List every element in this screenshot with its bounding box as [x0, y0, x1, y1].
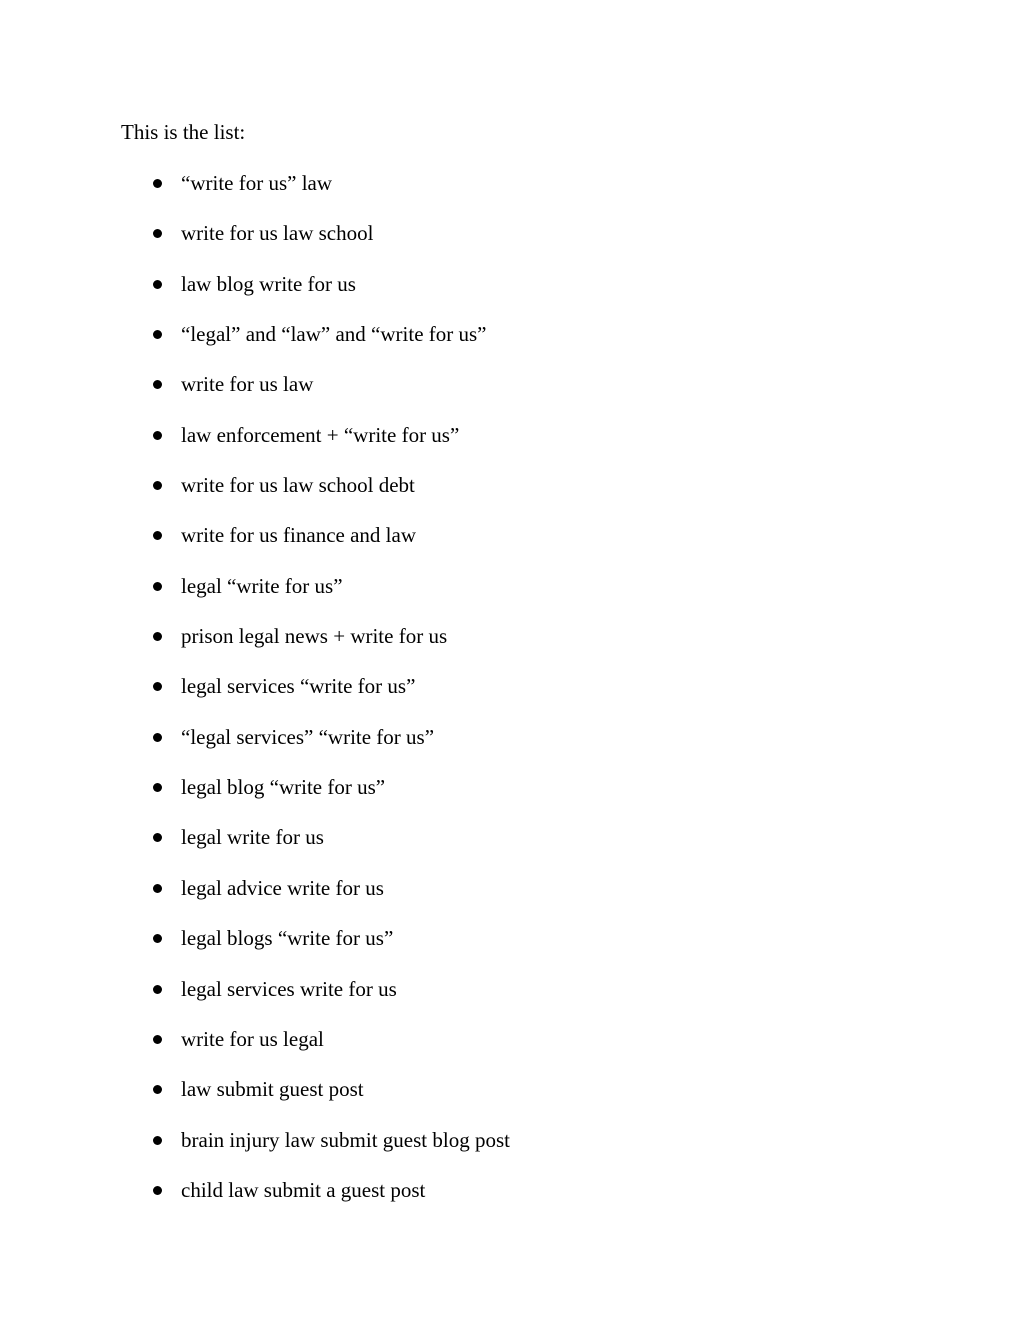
bullet-icon [153, 582, 162, 591]
bullet-icon [153, 280, 162, 289]
list-item-text: “legal services” “write for us” [181, 724, 435, 749]
bullet-icon [153, 179, 162, 188]
bullet-icon [153, 1136, 162, 1145]
intro-text: This is the list: [121, 120, 246, 144]
bullet-icon [153, 380, 162, 389]
bullet-icon [153, 985, 162, 994]
list-item [0, 219, 900, 269]
list-item-text: legal blogs “write for us” [181, 926, 394, 951]
bullet-icon [153, 431, 162, 440]
bullet-list [0, 169, 900, 1226]
bullet-icon [153, 1035, 162, 1044]
list-item [0, 270, 900, 320]
list-item-text: child law submit a guest post [181, 1177, 426, 1202]
list-item-text: brain injury law submit guest blog post [181, 1127, 510, 1152]
list-item-text: law enforcement + “write for us” [181, 422, 460, 447]
bullet-icon [153, 833, 162, 842]
list-item-text: write for us legal [181, 1026, 324, 1051]
list-item-text: write for us law school [181, 221, 374, 246]
list-item [0, 924, 900, 974]
list-item [0, 169, 900, 219]
list-item-text: “legal” and “law” and “write for us” [181, 322, 487, 347]
list-item [0, 421, 900, 471]
list-item-text: prison legal news + write for us [181, 624, 448, 649]
bullet-icon [153, 481, 162, 490]
list-item [0, 572, 900, 622]
list-item [0, 672, 900, 722]
list-item [0, 622, 900, 672]
list-item-text: legal advice write for us [181, 875, 384, 900]
list-item-text: legal write for us [181, 825, 324, 850]
list-item-text: “write for us” law [181, 171, 333, 195]
list-item-text: write for us law [181, 372, 314, 397]
list-item [0, 1025, 900, 1075]
list-item [0, 823, 900, 873]
bullet-icon [153, 733, 162, 742]
list-item-text: legal “write for us” [181, 573, 343, 598]
list-item-text: legal services “write for us” [181, 674, 416, 699]
bullet-icon [153, 682, 162, 691]
list-item [0, 723, 900, 773]
list-item [0, 874, 900, 924]
bullet-icon [153, 884, 162, 893]
bullet-icon [153, 1186, 162, 1195]
list-item-text: write for us finance and law [181, 523, 416, 548]
list-item [0, 773, 900, 823]
list-item [0, 975, 900, 1025]
list-item-text: legal services write for us [181, 976, 397, 1001]
list-item [0, 1176, 900, 1226]
list-item [0, 1075, 900, 1125]
bullet-icon [153, 632, 162, 641]
bullet-icon [153, 783, 162, 792]
list-item [0, 521, 900, 571]
list-item-text: legal blog “write for us” [181, 775, 386, 800]
bullet-icon [153, 229, 162, 238]
list-item-text: law submit guest post [181, 1077, 364, 1102]
list-item-text: write for us law school debt [181, 473, 415, 498]
bullet-icon [153, 934, 162, 943]
list-item [0, 471, 900, 521]
bullet-icon [153, 1085, 162, 1094]
bullet-icon [153, 531, 162, 540]
list-item [0, 320, 900, 370]
list-item-text: law blog write for us [181, 271, 356, 296]
bullet-icon [153, 330, 162, 339]
list-item [0, 370, 900, 420]
list-item [0, 1126, 900, 1176]
